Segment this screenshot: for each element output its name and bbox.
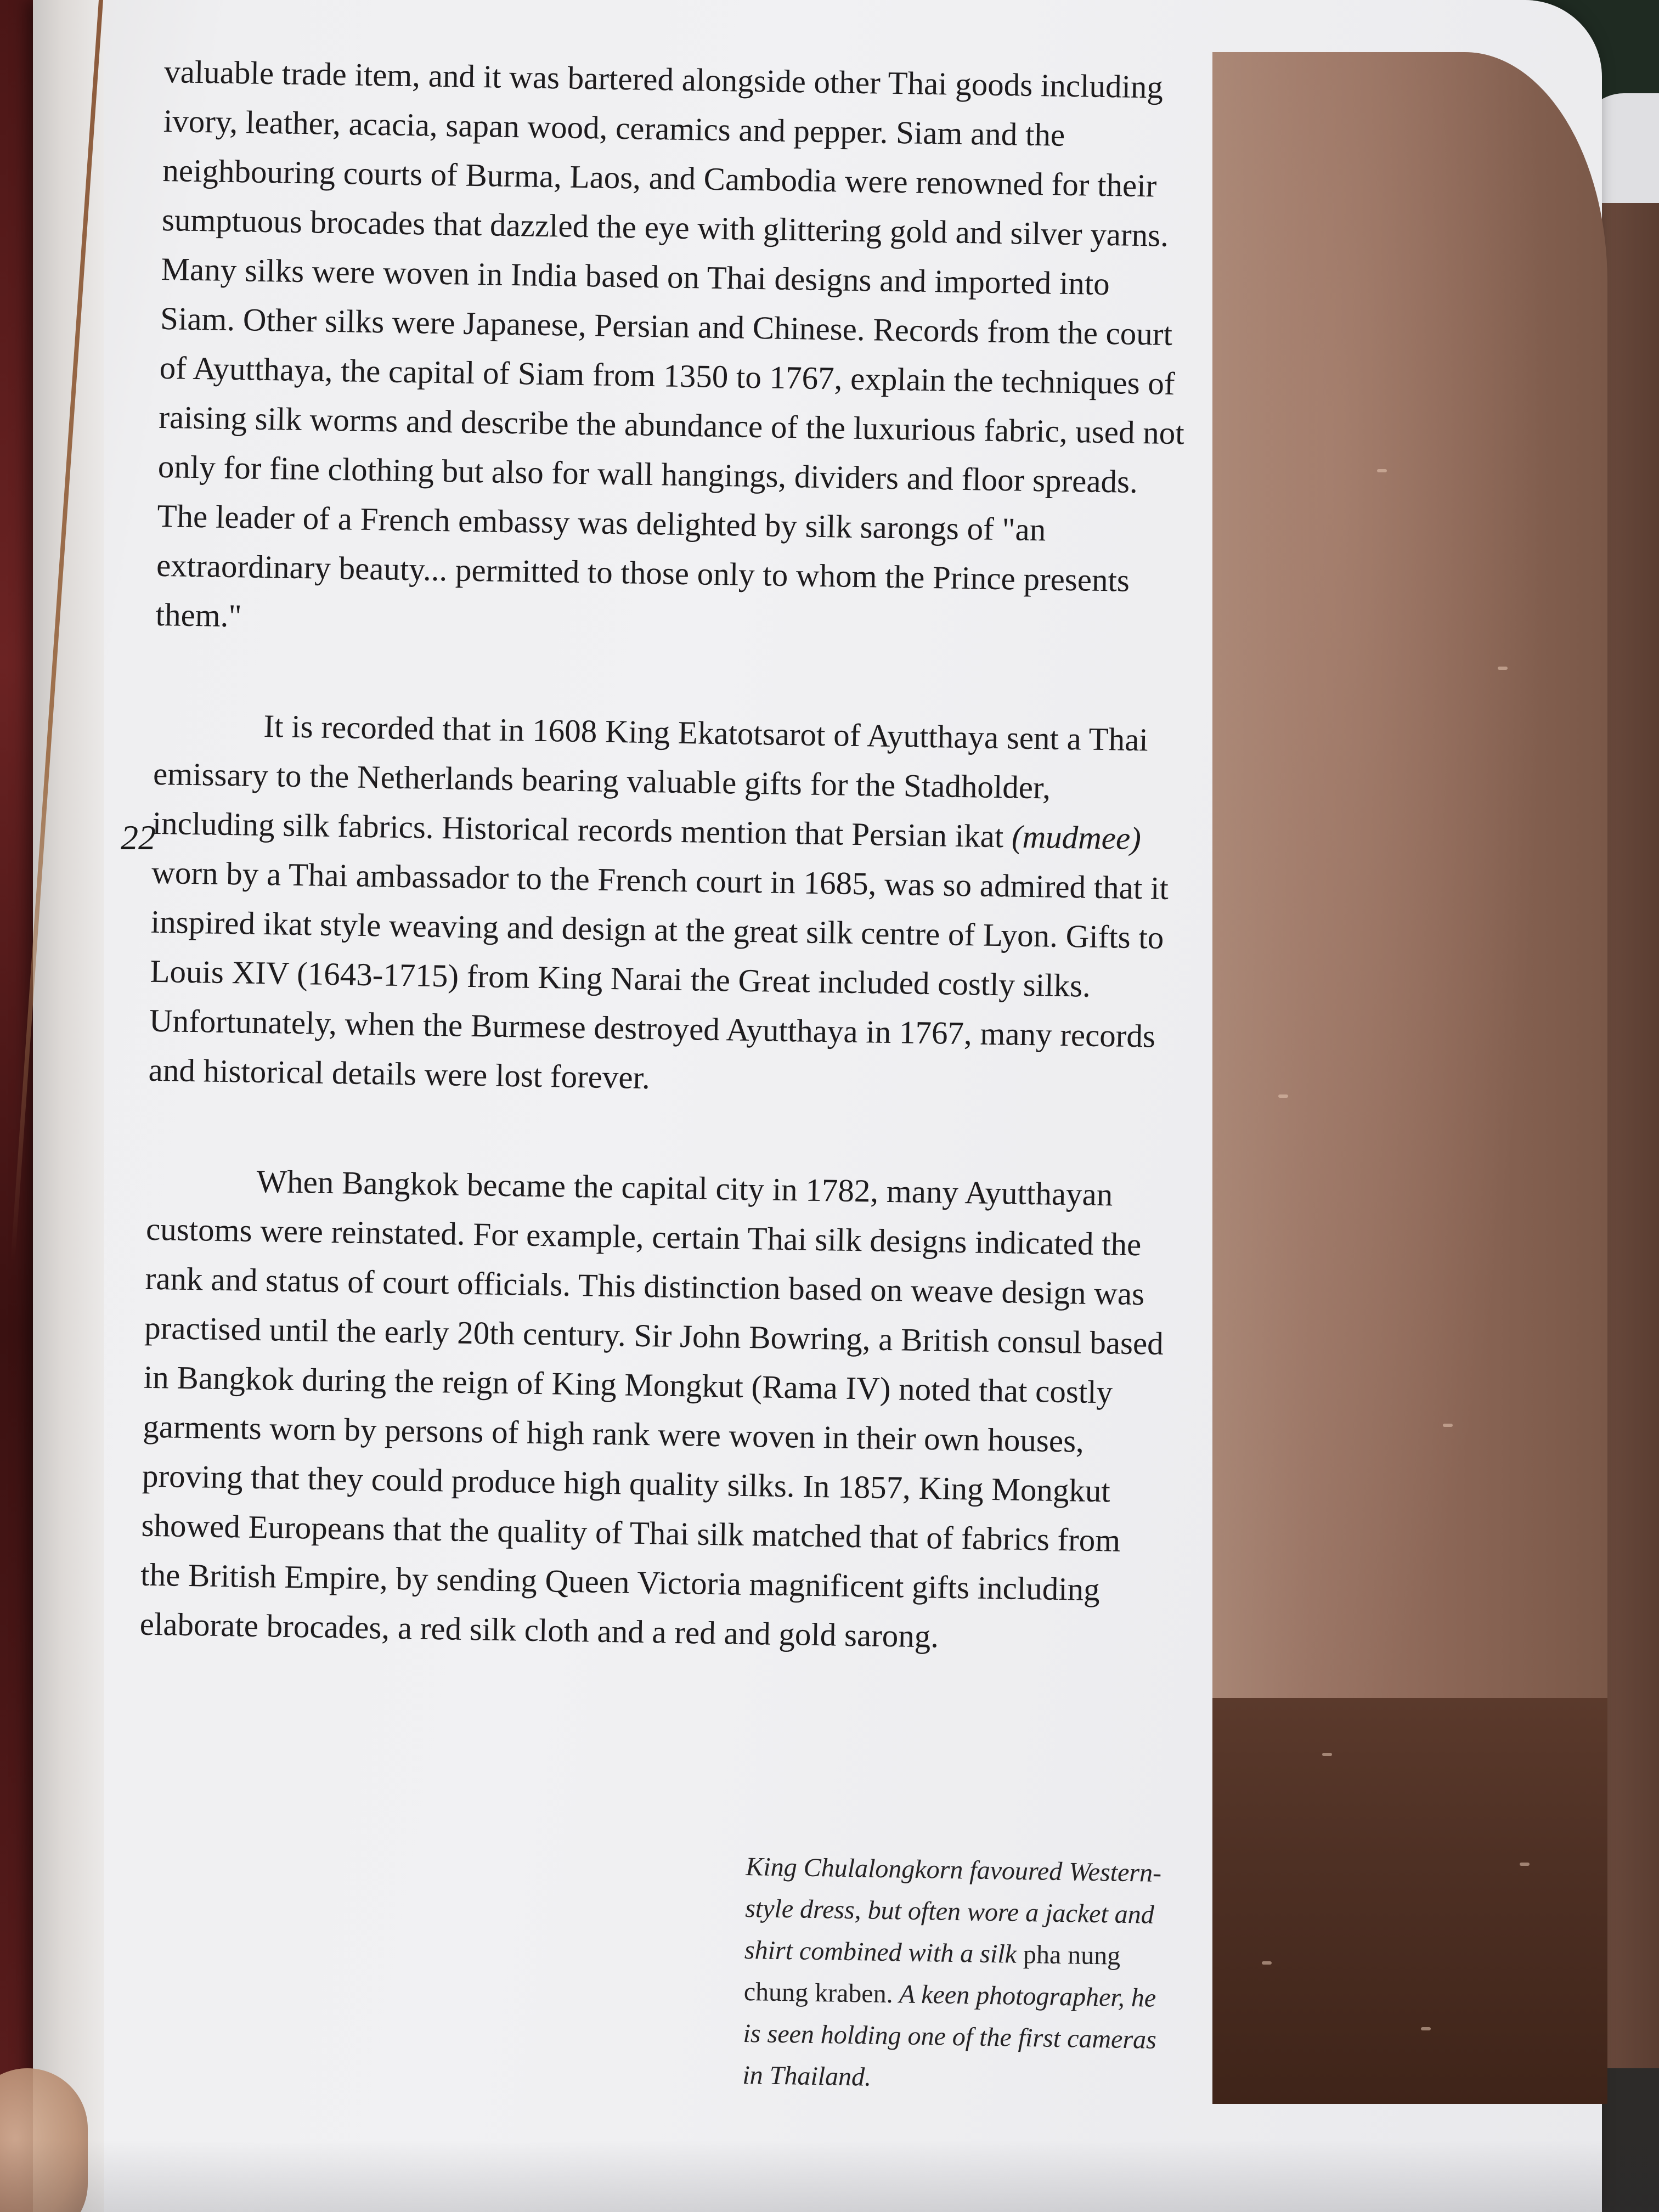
paragraph-indent <box>154 735 263 737</box>
photo-caption <box>742 1846 1174 2103</box>
caption-part-2: A keen photographer, he is seen holding one of the first cameras in Thailand. <box>742 1979 1157 2092</box>
sepia-photograph <box>1212 52 1607 2104</box>
paragraph-3-text: When Bangkok became the capital city in 1782, many Ayutthayan customs were reinstated. For example, certain Thai silk designs indicated the rank and status of court officials. This distinction based on weave design was practised until the early 20th century. Sir John Bowring, a British consul based in Bangkok during the reign of King Mongkut (Rama IV) noted that costly garments worn by persons of high rank were woven in their own houses, proving that they could produce high quality silks. In 1857, King Mongkut showed Europeans that the quality of Thai silk matched that of fabrics from the British Empire, by sending Queen Victoria magnificent gifts including elaborate brocades, a red silk cloth and a red and gold sarong. <box>139 1163 1164 1655</box>
photo-speck <box>1443 1424 1453 1427</box>
photo-speck <box>1377 469 1387 472</box>
paragraph-indent <box>146 1190 256 1192</box>
photo-speck <box>1322 1753 1332 1756</box>
photo-speck <box>1278 1094 1288 1098</box>
paragraph-1: valuable trade item, and it was bartered alongside other Thai goods including ivory, leather, acacia, sapan wood, ceramics and pepper. Siam and the neighbouring courts of Burma, Laos, and Cambodia were renowned for their sumptuous brocades that dazzled the eye with glittering gold and silver yarns. Many silks were woven in India based on Thai designs and imported into Siam. Other silks were Japanese, Persian and Chinese. Records from the court of Ayutthaya, the capital of Siam from 1350 to 1767, explain the techniques of raising silk worms and describe the abundance of the luxurious fabric, used not only for fine clothing but also for wall hangings, dividers and floor spreads. The leader of a French embassy was delighted by silk sarongs of "an extraordinary beauty... permitted to those only to whom the Prince presents them." <box>155 53 1185 634</box>
photo-speck <box>1262 1961 1272 1965</box>
caption-roman-term: pha nung chung kraben. <box>743 1939 1121 2009</box>
next-page-photo-edge <box>1602 203 1659 2068</box>
photo-speck <box>1421 2027 1431 2030</box>
photo-speck <box>1498 667 1508 670</box>
paragraph-3 <box>139 1155 1173 1664</box>
paragraph-2-after: worn by a Thai ambassador to the French court in 1685, was so admired that it inspired ikat style weaving and design at the great silk centre of Lyon. Gifts to Louis XIV (1643-1715) from King Narai the Great included costly silks. Unfortunately, when the Burmese destroyed Ayutthaya in 1767, many records and historical details were lost forever. <box>148 854 1169 1096</box>
body-text <box>138 47 1190 1725</box>
page-number: 22 <box>121 818 156 857</box>
bottom-shadow <box>0 2140 1659 2212</box>
paragraph-2-before: It is recorded that in 1608 King Ekatotsarot of Ayutthaya sent a Thai emissary to the Netherlands bearing valuable gifts for the Stadholder, including silk fabrics. Historical records mention that Persian ikat <box>152 707 1149 855</box>
caption-part-1: King Chulalongkorn favoured Western-style dress, but often wore a jacket and shirt combined with a silk <box>744 1852 1162 1969</box>
paragraph-2 <box>148 699 1180 1110</box>
photo-ground <box>1212 1698 1607 2104</box>
page-gutter <box>33 0 104 2212</box>
paragraph-2-emphasis: (mudmee) <box>1011 818 1142 857</box>
photo-speck <box>1520 1863 1530 1866</box>
